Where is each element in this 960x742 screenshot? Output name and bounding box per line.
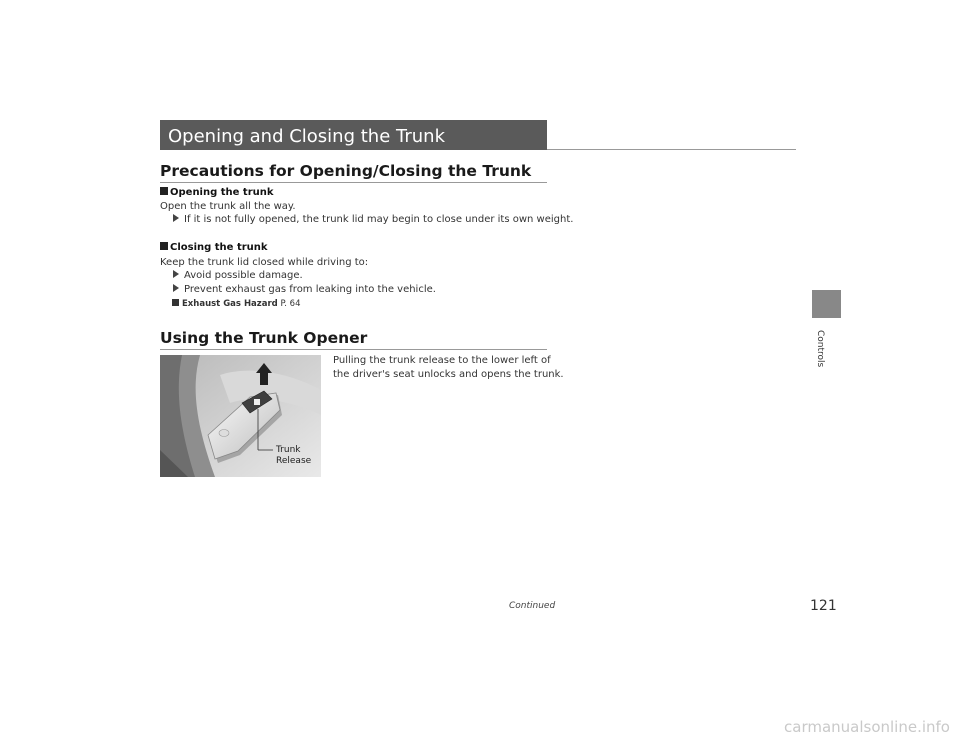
title-rule bbox=[547, 149, 796, 150]
continued-label: Continued bbox=[509, 601, 556, 611]
section-title: Opening and Closing the Trunk bbox=[168, 126, 445, 147]
closing-subheading: Closing the trunk bbox=[160, 242, 268, 253]
precautions-heading: Precautions for Opening/Closing the Trunk bbox=[160, 162, 532, 180]
closing-bullet: Avoid possible damage. bbox=[173, 270, 303, 281]
square-bullet-icon bbox=[160, 242, 168, 250]
triangle-bullet-icon bbox=[173, 270, 179, 278]
opening-text: Open the trunk all the way. bbox=[160, 201, 296, 212]
cross-reference-icon bbox=[172, 299, 179, 306]
closing-bullet: Prevent exhaust gas from leaking into the vehicle. bbox=[173, 284, 436, 295]
watermark-text: carmanualsonline.info bbox=[784, 718, 950, 736]
closing-text: Keep the trunk lid closed while driving to: bbox=[160, 257, 369, 268]
opener-text-line1: Pulling the trunk release to the lower left of bbox=[333, 355, 551, 366]
precautions-rule bbox=[160, 182, 547, 183]
section-tab-label: Controls bbox=[815, 330, 825, 368]
triangle-bullet-icon bbox=[173, 284, 179, 292]
opener-rule bbox=[160, 349, 547, 350]
triangle-bullet-icon bbox=[173, 214, 179, 222]
trunk-release-figure bbox=[160, 355, 321, 477]
square-bullet-icon bbox=[160, 187, 168, 195]
trunk-release-label: Trunk Release bbox=[276, 445, 312, 466]
opener-text-line2: the driver's seat unlocks and opens the trunk. bbox=[333, 369, 564, 380]
opening-bullet: If it is not fully opened, the trunk lid may begin to close under its own weight. bbox=[173, 214, 573, 225]
opener-heading: Using the Trunk Opener bbox=[160, 329, 368, 347]
section-tab bbox=[812, 290, 841, 318]
xref-exhaust-gas[interactable]: Exhaust Gas Hazard P. 64 bbox=[172, 299, 300, 309]
opening-subheading: Opening the trunk bbox=[160, 187, 274, 198]
page-number: 121 bbox=[810, 598, 837, 614]
